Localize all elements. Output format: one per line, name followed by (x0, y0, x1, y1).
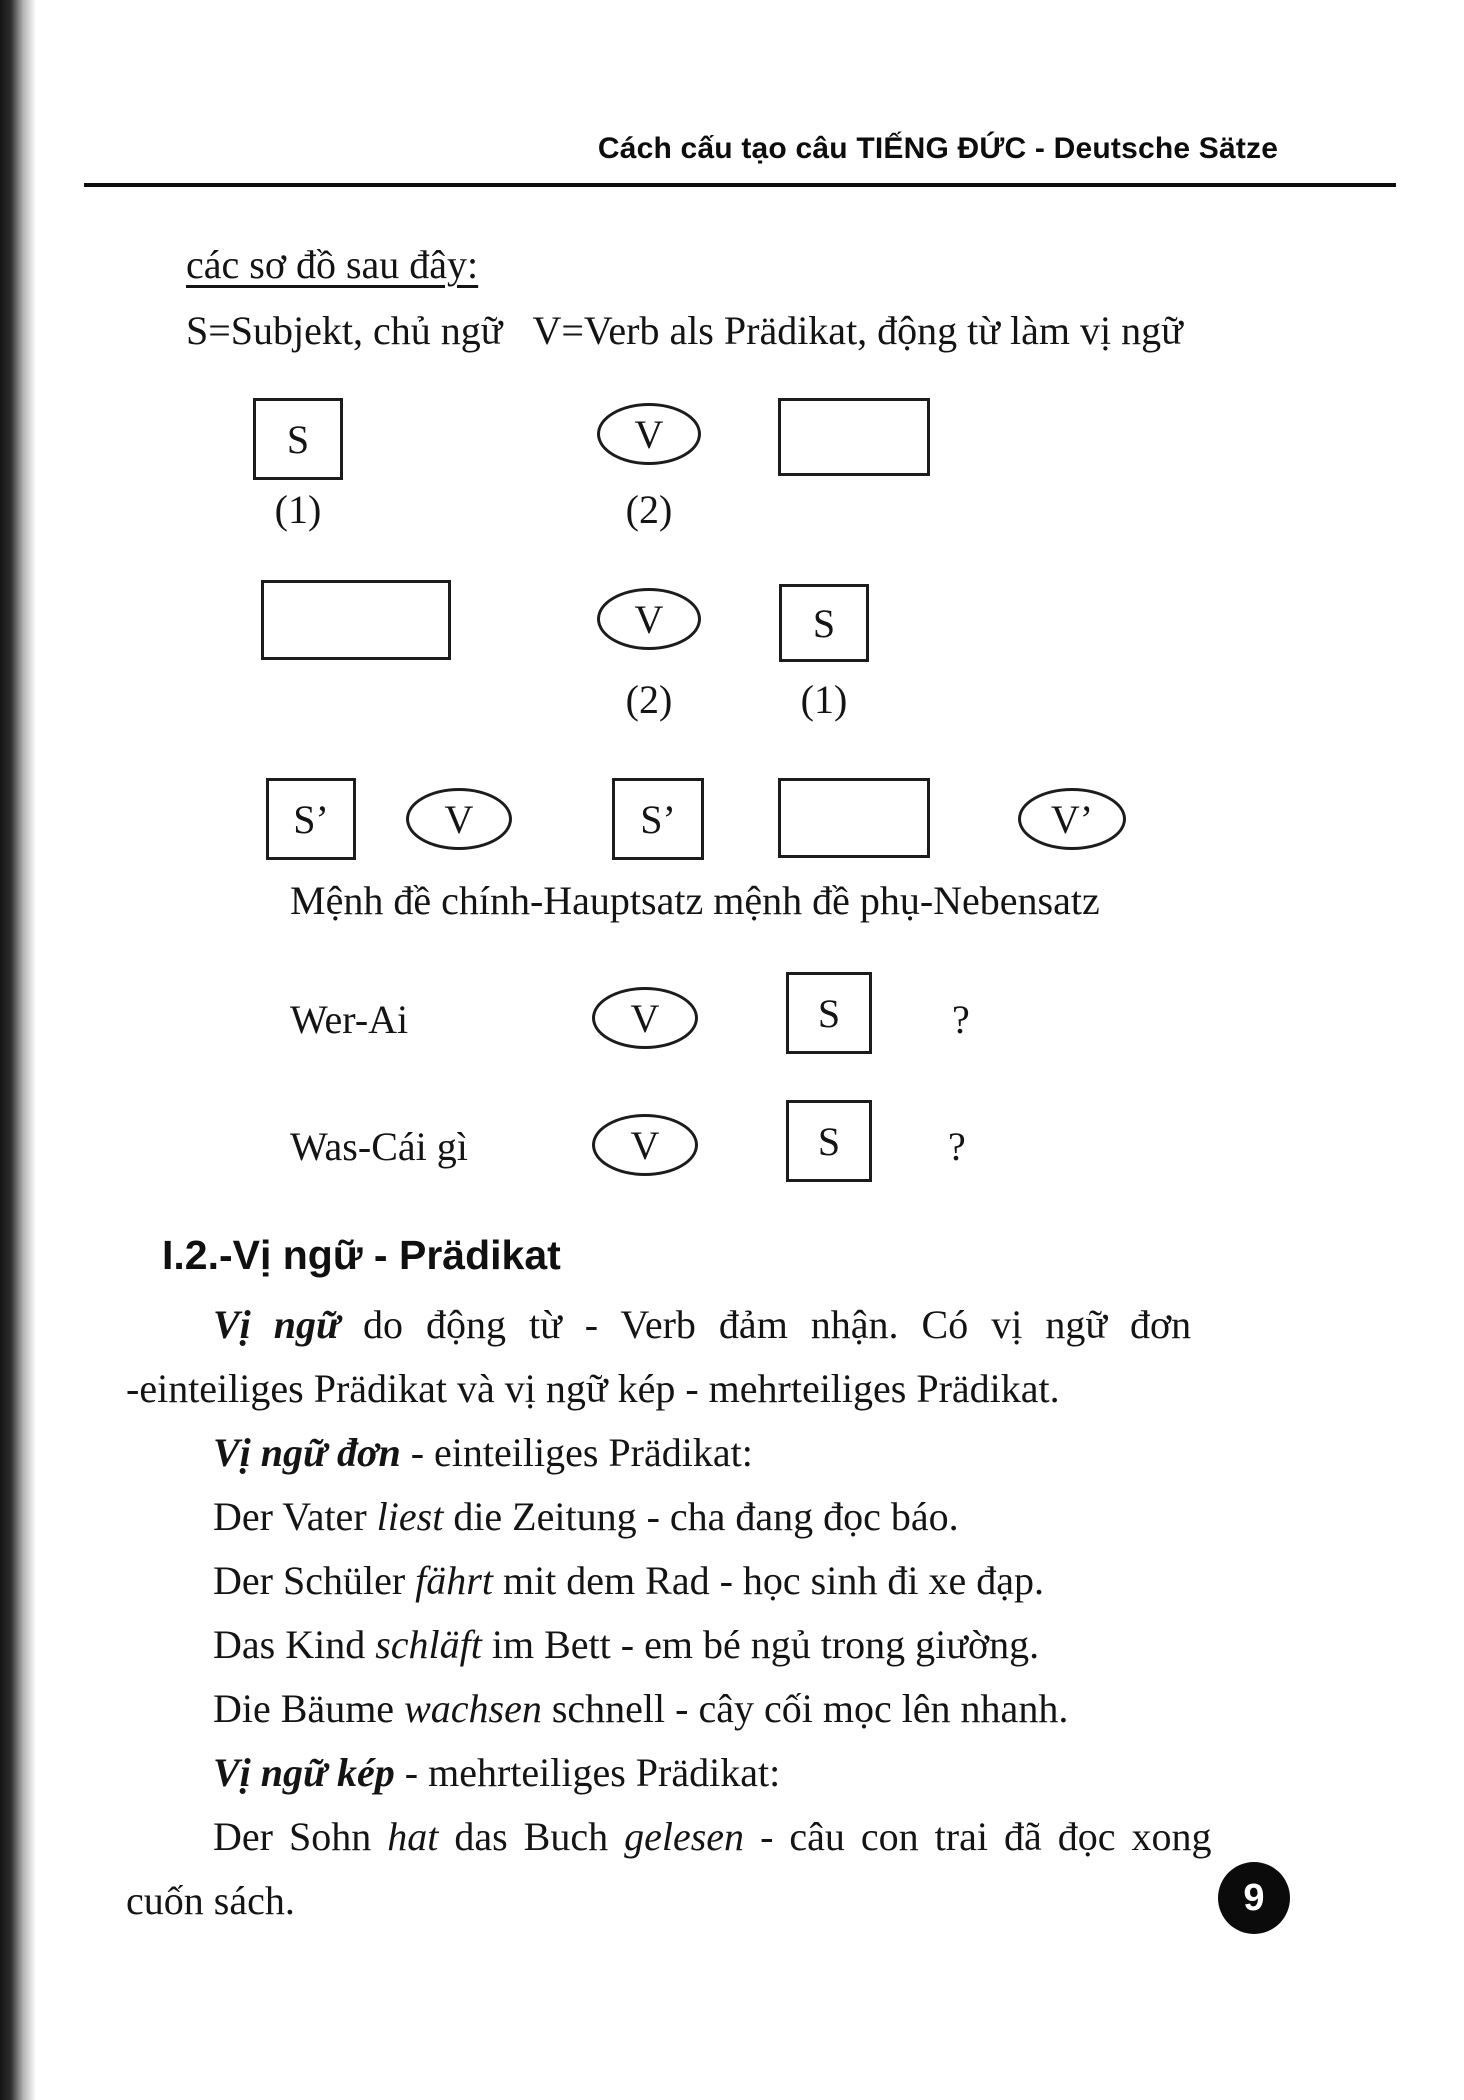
verb-prime-letter: V’ (1050, 796, 1094, 842)
diagram-empty-box (261, 580, 451, 660)
subheading-single-predicate (213, 1428, 753, 1478)
order-number-2: (2) (625, 487, 673, 532)
order-number-2: (2) (625, 677, 673, 722)
example-sentence (213, 1620, 1039, 1670)
example-sentence-continuation: cuốn sách. (126, 1878, 295, 1923)
example-verb: hat (387, 1814, 439, 1859)
example-text: die Zeitung - cha đang đọc báo. (443, 1494, 959, 1539)
verb-letter: V (444, 796, 474, 842)
example-text: das Buch (438, 1814, 625, 1859)
subject-letter: S (286, 416, 310, 462)
subject-letter: S (817, 1118, 841, 1164)
subject-letter: S (812, 600, 836, 646)
diagram-verb-ellipse (597, 588, 701, 650)
intro-lead: các sơ đồ sau đây: (186, 242, 479, 287)
example-text: Der Schüler (213, 1558, 416, 1603)
question-mark: ? (948, 1124, 966, 1169)
diagram-subject-box (786, 972, 872, 1054)
example-text: mit dem Rad - học sinh đi xe đạp. (492, 1558, 1044, 1603)
question-word-was: Was-Cái gì (290, 1124, 468, 1169)
example-text: Das Kind (213, 1622, 376, 1667)
diagram-verb-prime-ellipse (1018, 788, 1126, 850)
diagram-subject-prime-box (612, 778, 704, 860)
example-verb: schläft (375, 1622, 482, 1667)
example-text: Die Bäume (213, 1686, 405, 1731)
term-vi-ngu: Vị ngữ (213, 1302, 341, 1347)
page-number-badge (1218, 1862, 1290, 1934)
subject-letter: S (817, 990, 841, 1036)
diagram-verb-ellipse (597, 403, 701, 465)
order-number-1: (1) (274, 487, 322, 532)
diagram-subject-prime-box (266, 778, 356, 860)
example-sentence (213, 1556, 1044, 1606)
example-sentence (213, 1684, 1068, 1734)
section-heading: I.2.-Vị ngữ - Prädikat (162, 1232, 561, 1278)
subheading-compound-predicate (213, 1748, 780, 1798)
example-text: im Bett - em bé ngủ trong giường. (481, 1622, 1040, 1667)
order-number-1: (1) (800, 677, 848, 722)
diagram-verb-ellipse (592, 1114, 698, 1176)
question-mark: ? (952, 997, 970, 1042)
page-header-title: Cách cấu tạo câu TIẾNG ĐỨC - Deutsche Sätze (597, 132, 1279, 165)
subject-prime-letter: S’ (640, 796, 676, 842)
subheading-text: - einteiliges Prädikat: (400, 1430, 753, 1475)
term-vi-ngu-kep: Vị ngữ kép (213, 1750, 395, 1795)
term-vi-ngu-don: Vị ngữ đơn (213, 1430, 401, 1475)
header-rule (84, 183, 1396, 187)
paragraph-line-2: -einteiliges Prädikat và vị ngữ kép - mehrteiliges Prädikat. (126, 1366, 1060, 1411)
example-verb: gelesen (624, 1814, 745, 1859)
example-text: - câu con trai đã đọc xong (744, 1814, 1212, 1859)
subject-prime-letter: S’ (293, 796, 329, 842)
verb-letter: V (634, 596, 664, 642)
example-text: schnell - cây cối mọc lên nhanh. (541, 1686, 1069, 1731)
example-verb: wachsen (404, 1686, 542, 1731)
example-sentence (213, 1812, 1211, 1862)
diagram-verb-ellipse (592, 987, 698, 1049)
paragraph-line-1 (213, 1300, 1191, 1350)
diagram-subject-box (779, 584, 869, 662)
example-text: Der Sohn (213, 1814, 388, 1859)
paragraph-text: do động từ - Verb đảm nhận. Có vị ngữ đơn (340, 1302, 1192, 1347)
diagram-subject-box (786, 1100, 872, 1182)
diagram-legend (186, 306, 1183, 356)
legend-verb: V=Verb als Prädikat, động từ làm vị ngữ (532, 308, 1183, 353)
diagram-caption: Mệnh đề chính-Hauptsatz mệnh đề phụ-Nebensatz (290, 878, 1100, 923)
scan-edge-shadow (0, 0, 36, 2100)
example-sentence (213, 1492, 959, 1542)
example-verb: liest (376, 1494, 444, 1539)
page-number: 9 (1243, 1876, 1265, 1919)
question-word-wer: Wer-Ai (290, 997, 409, 1042)
verb-letter: V (630, 1122, 660, 1168)
legend-subject: S=Subjekt, chủ ngữ (186, 308, 503, 353)
example-text: Der Vater (213, 1494, 377, 1539)
subheading-text: - mehrteiliges Prädikat: (394, 1750, 781, 1795)
diagram-subject-box (253, 398, 343, 480)
diagram-empty-box (778, 398, 930, 476)
verb-letter: V (630, 995, 660, 1041)
diagram-empty-box (778, 778, 930, 858)
verb-letter: V (634, 411, 664, 457)
example-verb: fährt (415, 1558, 493, 1603)
diagram-verb-ellipse (406, 788, 512, 850)
